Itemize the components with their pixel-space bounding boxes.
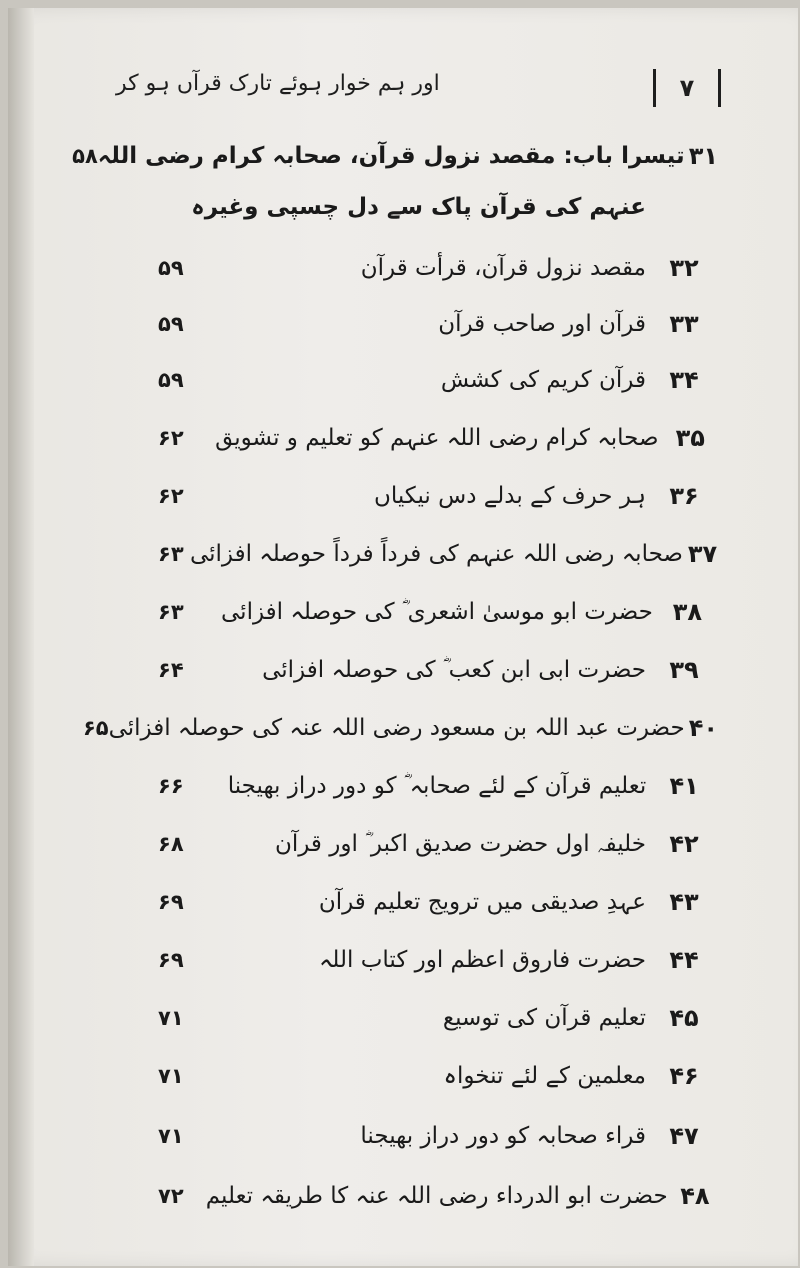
entry-number: ۴۰ xyxy=(688,714,718,742)
entry-number: ۳۱ xyxy=(688,142,718,170)
entry-title: صحابہ کرام رضی اللہ عنہم کو تعلیم و تشویق xyxy=(215,425,659,451)
entry-page: ۶۹ xyxy=(158,890,184,914)
toc-entry xyxy=(158,246,718,290)
entry-title: معلمین کے لئے تنخواہ xyxy=(443,1063,646,1089)
entry-title: تعلیم قرآن کے لئے صحابہ ؓ کو دور دراز بھیجنا xyxy=(227,773,647,799)
entry-title: عہدِ صدیقی میں ترویج تعلیم قرآن xyxy=(318,889,646,915)
entry-title: مقصد نزول قرآن، قرأت قرآن xyxy=(360,255,646,281)
entry-page: ۶۵ xyxy=(82,716,109,740)
toc-entry xyxy=(158,996,718,1040)
entry-number: ۳۴ xyxy=(669,366,699,394)
toc-entry xyxy=(158,532,718,576)
toc-entry xyxy=(158,1174,718,1218)
entry-page: ۶۲ xyxy=(158,484,184,508)
book-page xyxy=(8,8,798,1266)
entry-page: ۵۸ xyxy=(72,144,98,168)
entry-title: حضرت عبد اللہ بن مسعود رضی اللہ عنہ کی حوصلہ افزائی xyxy=(108,715,685,741)
entry-number: ۳۹ xyxy=(669,656,699,684)
toc-entry xyxy=(158,474,718,518)
toc-entry xyxy=(158,764,718,808)
entry-page: ۶۲ xyxy=(158,426,184,450)
entry-title: صحابہ رضی اللہ عنہم کی فرداً فرداً حوصلہ افزائی xyxy=(189,541,683,567)
entry-page: ۶۸ xyxy=(158,832,184,856)
entry-title: تعلیم قرآن کی توسیع xyxy=(442,1005,646,1031)
entry-page: ۶۴ xyxy=(158,658,184,682)
entry-page: ۵۹ xyxy=(158,256,184,280)
entry-title: حضرت ابی ابن کعب ؓ کی حوصلہ افزائی xyxy=(262,657,646,683)
entry-page: ۶۶ xyxy=(158,774,184,798)
entry-number: ۴۶ xyxy=(669,1062,699,1090)
entry-page: ۶۹ xyxy=(158,948,184,972)
entry-number: ۴۴ xyxy=(669,946,699,974)
entry-number: ۳۷ xyxy=(687,540,718,568)
toc-entry xyxy=(158,1054,718,1098)
toc-entry xyxy=(158,822,718,866)
toc-entry xyxy=(72,134,718,178)
entry-title: تیسرا باب: مقصد نزول قرآن، صحابہ کرام رضی اللہ xyxy=(97,143,685,169)
entry-title: قرآن کریم کی کشش xyxy=(440,367,646,393)
toc-entry xyxy=(158,938,718,982)
page-number: ۷ xyxy=(653,69,721,107)
entry-number: ۴۵ xyxy=(669,1004,699,1032)
entry-title: خلیفہ اول حضرت صدیق اکبر ؓ اور قرآن xyxy=(274,831,646,857)
entry-page: ۵۹ xyxy=(158,312,184,336)
entry-title: حضرت ابو موسیٰ اشعری ؓ کی حوصلہ افزائی xyxy=(221,599,653,625)
entry-number: ۳۲ xyxy=(669,254,699,282)
entry-number: ۴۱ xyxy=(669,772,699,800)
entry-page: ۵۹ xyxy=(158,368,184,392)
toc-entry xyxy=(82,706,718,750)
entry-number: ۳۵ xyxy=(675,424,705,452)
entry-number: ۳۸ xyxy=(672,598,703,626)
entry-page: ۷۱ xyxy=(158,1124,184,1148)
entry-page: ۶۳ xyxy=(158,600,184,624)
toc-entry xyxy=(158,416,718,460)
entry-title: قراء صحابہ کو دور دراز بھیجنا xyxy=(360,1123,646,1149)
entry-number: ۳۳ xyxy=(669,310,699,338)
entry-title: حضرت فاروق اعظم اور کتاب اللہ xyxy=(318,947,646,973)
entry-title-continuation: عنہم کی قرآن پاک سے دل چسپی وغیرہ xyxy=(191,194,646,220)
toc-entry xyxy=(158,1114,718,1158)
entry-page: ۷۲ xyxy=(158,1184,184,1208)
running-title: اور ہم خوار ہوئے تارک قرآں ہو کر xyxy=(116,71,440,96)
entry-page: ۷۱ xyxy=(158,1006,184,1030)
toc-entry xyxy=(158,648,718,692)
entry-number: ۴۳ xyxy=(669,888,699,916)
toc-entry xyxy=(158,880,718,924)
entry-title: قرآن اور صاحب قرآن xyxy=(438,311,646,337)
table-of-contents xyxy=(8,8,798,1266)
entry-page: ۷۱ xyxy=(158,1064,184,1088)
toc-entry xyxy=(158,590,718,634)
entry-title: ہر حرف کے بدلے دس نیکیاں xyxy=(373,483,646,509)
entry-number: ۳۶ xyxy=(669,482,699,510)
entry-page: ۶۳ xyxy=(158,542,184,566)
toc-entry xyxy=(158,358,718,402)
entry-title: حضرت ابو الدرداء رضی اللہ عنہ کا طریقہ تعلیم xyxy=(205,1183,668,1209)
entry-number: ۴۷ xyxy=(669,1122,699,1150)
toc-entry xyxy=(158,302,718,346)
entry-number: ۴۸ xyxy=(680,1182,710,1210)
entry-number: ۴۲ xyxy=(669,830,699,858)
